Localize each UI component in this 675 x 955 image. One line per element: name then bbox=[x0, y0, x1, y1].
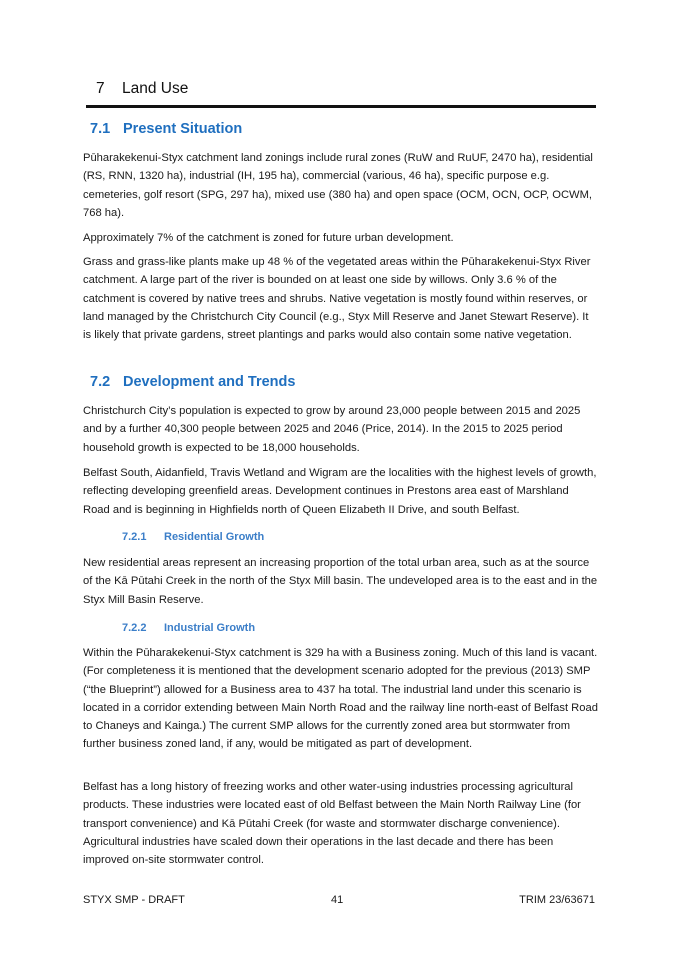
chapter-rule bbox=[86, 105, 596, 108]
subsection-title: Residential Growth bbox=[164, 531, 265, 543]
paragraph: Pūharakekenui-Styx catchment land zonings include rural zones (RuW and RuUF, 2470 ha), residential (RS, RNN, 1320 ha), industrial (IH, 195 ha), commercial (various, 46 ha), specific purpose e.g. cemeteries, golf resort (SPG, 297 ha), mixed use (380 ha) and open space (OCM, OCN, OCP, OCWM, 768 ha). bbox=[83, 152, 593, 219]
paragraph: Belfast South, Aidanfield, Travis Wetland and Wigram are the localities with the highest levels of growth, reflecting developing greenfield areas. Development continues in Prestons area east of Marshland Road and is beginning in Highfields north of Queen Elizabeth II Drive, and south Belfast. bbox=[83, 467, 597, 516]
paragraph: Grass and grass-like plants make up 48 % of the vegetated areas within the Pūharakekenui-Styx River catchment. A large part of the river is bounded on at least one side by willows. Only 3.6 % of the catchment is covered by native trees and shrubs. Native vegetation is mostly found within reserves, or land managed by the Christchurch City Council (e.g., Styx Mill Reserve and Janet Stewart Reserve). It is likely that private gardens, street plantings and parks would also contain some native vegetation. bbox=[83, 256, 591, 342]
section-number: 7.2 bbox=[90, 374, 111, 390]
footer-reference: TRIM 23/63671 bbox=[519, 894, 595, 906]
section-title: Present Situation bbox=[123, 121, 243, 137]
subsection-title: Industrial Growth bbox=[164, 622, 256, 634]
section-title: Development and Trends bbox=[123, 374, 296, 390]
subsection-heading bbox=[122, 622, 255, 634]
section-heading bbox=[90, 374, 295, 390]
footer-document-title: STYX SMP - DRAFT bbox=[83, 894, 185, 906]
paragraph: Belfast has a long history of freezing works and other water-using industries processing agricultural products. These industries were located east of old Belfast between the Main North Railway Line (for transport convenience) and Kā Pūtahi Creek (for waste and stormwater discharge convenience). Agricultural industries have scaled down their operations in the last decade and there has been improved on-site stormwater control. bbox=[83, 781, 581, 867]
chapter-title: Land Use bbox=[122, 80, 189, 97]
subsection-heading bbox=[122, 531, 264, 543]
footer-page-number: 41 bbox=[331, 894, 344, 906]
paragraph: Within the Pūharakekenui-Styx catchment is 329 ha with a Business zoning. Much of this land is vacant. (For completeness it is mentioned that the development scenario adopted for the previous (2013) SMP (“the Blueprint”) allowed for a Business area to 437 ha total. The industrial land under this scenario is located in a corridor extending between Main North Road and the railway line north-east of Belfast Road to Chaneys and Kainga.) The current SMP allows for the currently zoned area but stormwater from further business zoned land, if any, would be mitigated as part of development. bbox=[83, 647, 598, 751]
section-heading bbox=[90, 121, 242, 137]
subsection-number: 7.2.2 bbox=[122, 622, 147, 634]
chapter-heading bbox=[96, 80, 188, 98]
chapter-number: 7 bbox=[96, 80, 105, 97]
subsection-number: 7.2.1 bbox=[122, 531, 147, 543]
paragraph: Approximately 7% of the catchment is zoned for future urban development. bbox=[83, 232, 454, 244]
paragraph: New residential areas represent an increasing proportion of the total urban area, such as at the source of the Kā Pūtahi Creek in the north of the Styx Mill basin. The undeveloped area is to the east and in the Styx Mill Basin Reserve. bbox=[83, 557, 598, 606]
paragraph: Christchurch City’s population is expected to grow by around 23,000 people between 2015 and 2025 and by a further 40,300 people between 2025 and 2046 (Price, 2014). In the 2015 to 2025 period household growth is expected to be 18,000 households. bbox=[83, 405, 581, 454]
section-number: 7.1 bbox=[90, 121, 111, 137]
